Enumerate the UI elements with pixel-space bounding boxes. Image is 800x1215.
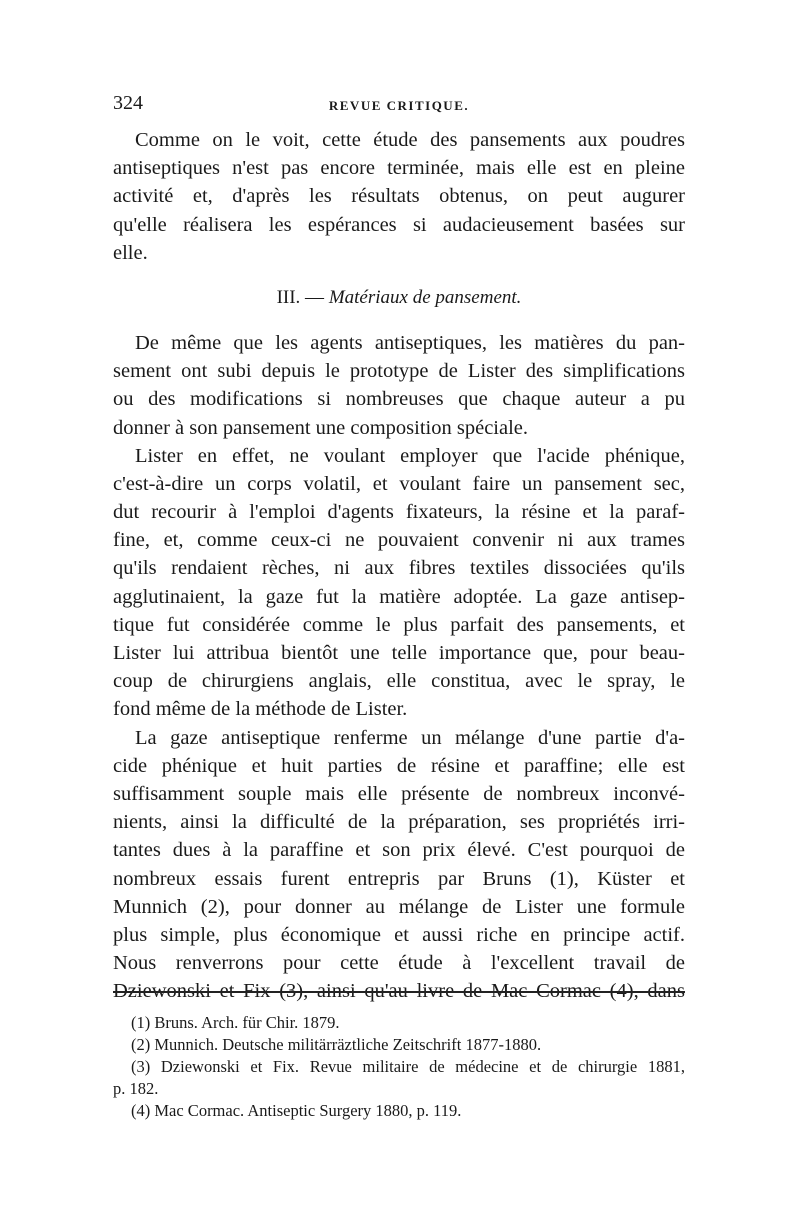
footnotes <box>113 1012 685 1122</box>
text-line: donner à son pansement une composition spéciale. <box>113 416 529 439</box>
text-line: tique fut considérée comme le plus parfait des pansements, et <box>113 613 685 636</box>
text-line: dut recourir à l'emploi d'agents fixateurs, la résine et la paraf- <box>113 501 685 524</box>
text-line: ou des modifications si nombreuses que chaque auteur a pu <box>113 388 685 411</box>
text-line: antiseptiques n'est pas encore terminée, mais elle est en pleine <box>113 157 685 180</box>
section-heading <box>113 284 685 312</box>
text-line: fine, et, comme ceux-ci ne pouvaient convenir ni aux trames <box>113 529 685 552</box>
body-text <box>113 126 685 1005</box>
text-line: coup de chirurgiens anglais, elle constitua, avec le spray, le <box>113 670 685 693</box>
text-line: suffisamment souple mais elle présente de nombreux inconvé- <box>113 782 685 805</box>
text-line: fond même de la méthode de Lister. <box>113 698 408 721</box>
text-line: Munnich (2), pour donner au mélange de Lister une formule <box>113 895 685 918</box>
text-line: Lister lui attribua bientôt une telle importance que, pour beau- <box>113 642 685 664</box>
text-line: De même que les agents antiseptiques, les matières du pan- <box>135 331 685 354</box>
text-line: nombreux essais furent entrepris par Bruns (1), Küster et <box>113 867 685 890</box>
text-line: Lister en effet, ne voulant employer que l'acide phénique, <box>135 444 685 467</box>
footnote: (1) Bruns. Arch. für Chir. 1879. <box>131 1013 340 1032</box>
footnote: (4) Mac Cormac. Antiseptic Surgery 1880, p. 119. <box>131 1101 462 1120</box>
text-line: elle. <box>113 241 148 264</box>
footnote-continuation: p. 182. <box>113 1079 159 1098</box>
footnote: (2) Munnich. Deutsche militärräztliche Zeitschrift 1877-1880. <box>131 1035 542 1054</box>
section-number: III. — <box>276 286 325 308</box>
text-line: nients, ainsi la difficulté de la préparation, ses propriétés irri- <box>113 811 685 834</box>
text-line: tantes dues à la paraffine et son prix élevé. C'est pourquoi de <box>113 839 685 862</box>
footnote: (3) Dziewonski et Fix. Revue militaire de médecine et de chirurgie 1881, <box>131 1057 685 1076</box>
text-line: qu'ils rendaient rèches, ni aux fibres textiles dissociées qu'ils <box>113 557 685 580</box>
text-line: La gaze antiseptique renferme un mélange d'une partie d'a- <box>135 726 685 749</box>
text-line: c'est-à-dire un corps volatil, et voulant faire un pansement sec, <box>113 472 685 495</box>
text-line: Nous renverrons pour cette étude à l'excellent travail de <box>113 952 685 975</box>
section-title: Matériaux de pansement. <box>328 286 522 308</box>
page-number: 324 <box>113 92 143 114</box>
running-title: REVUE CRITIQUE. <box>328 98 470 113</box>
text-line: plus simple, plus économique et aussi riche en principe actif. <box>113 923 685 946</box>
footnote-divider <box>113 991 685 993</box>
text-line: qu'elle réalisera les espérances si audacieusement basées sur <box>113 213 685 236</box>
text-line: Dziewonski et Fix (3), ainsi qu'au livre de Mac Cormac (4), dans <box>113 980 685 1003</box>
text-line: sement ont subi depuis le prototype de Lister des simplifications <box>113 360 685 383</box>
text-line: Comme on le voit, cette étude des pansements aux poudres <box>135 129 685 151</box>
text-line: cide phénique et huit parties de résine et paraffine; elle est <box>113 754 685 777</box>
text-line: agglutinaient, la gaze fut la matière adoptée. La gaze antisep- <box>113 585 685 608</box>
page-header <box>113 92 685 122</box>
text-line: activité et, d'après les résultats obtenus, on peut augurer <box>113 185 685 208</box>
